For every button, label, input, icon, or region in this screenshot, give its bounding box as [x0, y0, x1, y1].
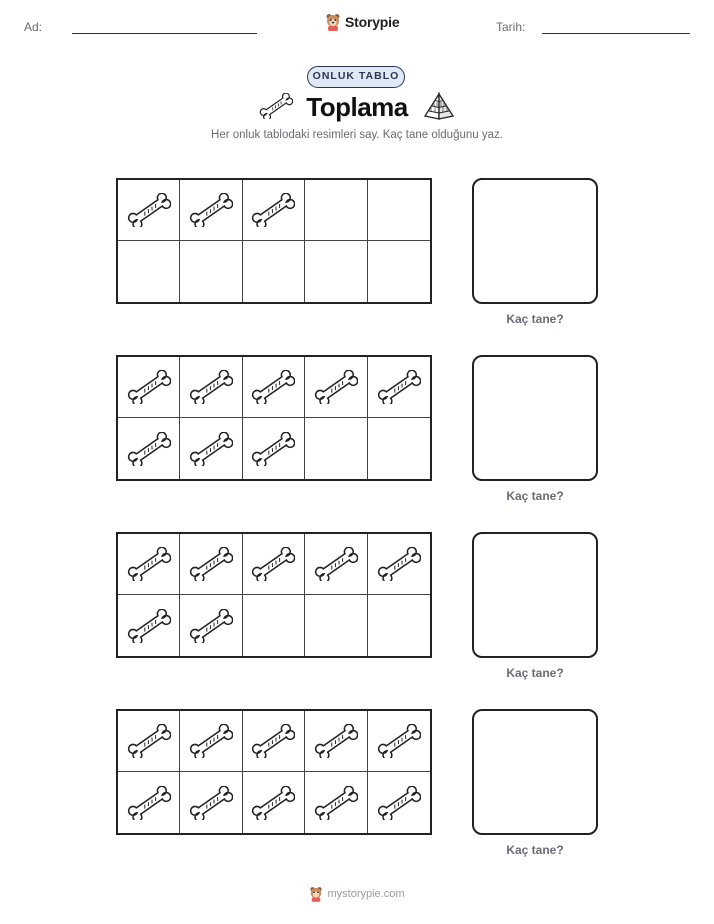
ten-frame [116, 178, 432, 304]
answer-box[interactable] [472, 355, 598, 481]
bone-icon [189, 547, 233, 581]
page-title: Toplama [306, 92, 408, 122]
ten-frame-cell [243, 418, 305, 479]
date-label: Tarih: [496, 20, 526, 34]
ten-frame-cell [368, 418, 430, 479]
ten-frame-cell [180, 180, 242, 241]
ten-frame-cell [305, 534, 367, 595]
ten-frame-cell [243, 711, 305, 772]
footer [0, 886, 714, 902]
footer-url[interactable]: mystorypie.com [327, 888, 405, 900]
ten-frame-cell [118, 595, 180, 656]
ten-frame-cell [243, 241, 305, 302]
bone-icon [377, 370, 421, 404]
bone-icon [127, 609, 171, 643]
bone-icon [127, 370, 171, 404]
ten-frame-cell [118, 711, 180, 772]
ten-frame-cell [180, 711, 242, 772]
ten-frame-cell [305, 241, 367, 302]
name-field-line[interactable] [72, 33, 257, 34]
bone-icon [314, 724, 358, 758]
pyramid-icon [423, 92, 455, 120]
ten-frame-cell [368, 534, 430, 595]
name-label: Ad: [24, 20, 43, 34]
bone-icon [314, 547, 358, 581]
answer-label: Kaç tane? [506, 666, 564, 680]
date-field-line[interactable] [542, 33, 690, 34]
ten-frame-cell [180, 534, 242, 595]
ten-frame-cell [243, 180, 305, 241]
bone-icon [127, 193, 171, 227]
ten-frame [116, 532, 432, 658]
ten-frame-cell [243, 772, 305, 833]
ten-frame-cell [305, 357, 367, 418]
bone-icon [189, 370, 233, 404]
answer-label: Kaç tane? [506, 312, 564, 326]
brand-name: Storypie [345, 14, 400, 30]
bone-icon [251, 370, 295, 404]
bone-icon [127, 724, 171, 758]
ten-frame-cell [180, 357, 242, 418]
answer-label: Kaç tane? [506, 489, 564, 503]
ten-frame-cell [118, 357, 180, 418]
ten-frame-cell [305, 595, 367, 656]
bone-icon [189, 609, 233, 643]
bone-icon [314, 786, 358, 820]
bone-icon [189, 724, 233, 758]
bone-icon [251, 193, 295, 227]
ten-frame-cell [118, 772, 180, 833]
brand-logo [325, 13, 399, 31]
bone-icon [314, 370, 358, 404]
ten-frame-cell [368, 357, 430, 418]
bone-icon [251, 432, 295, 466]
ten-frame-cell [118, 534, 180, 595]
ten-frame-cell [368, 241, 430, 302]
bone-icon [251, 724, 295, 758]
bone-icon [127, 432, 171, 466]
ten-frame-cell [180, 772, 242, 833]
bone-icon [377, 786, 421, 820]
ten-frame-cell [368, 180, 430, 241]
ten-frame [116, 709, 432, 835]
ten-frame [116, 355, 432, 481]
ten-frame-cell [180, 241, 242, 302]
ten-frame-cell [368, 711, 430, 772]
storypie-mascot-icon [309, 886, 323, 902]
instructions: Her onluk tablodaki resimleri say. Kaç tane olduğunu yaz. [211, 129, 503, 141]
ten-frame-cell [368, 595, 430, 656]
bone-icon [127, 547, 171, 581]
bone-icon [189, 432, 233, 466]
answer-box[interactable] [472, 709, 598, 835]
bone-icon [127, 786, 171, 820]
bone-icon [259, 93, 293, 119]
topic-badge: ONLUK TABLO [307, 66, 405, 88]
bone-icon [377, 724, 421, 758]
ten-frame-cell [305, 772, 367, 833]
ten-frame-cell [118, 241, 180, 302]
ten-frame-cell [118, 180, 180, 241]
ten-frame-cell [368, 772, 430, 833]
bone-icon [189, 193, 233, 227]
answer-box[interactable] [472, 178, 598, 304]
ten-frame-cell [180, 418, 242, 479]
storypie-mascot-icon [325, 13, 341, 31]
answer-box[interactable] [472, 532, 598, 658]
ten-frame-cell [305, 418, 367, 479]
ten-frame-cell [243, 534, 305, 595]
ten-frame-cell [118, 418, 180, 479]
ten-frame-cell [180, 595, 242, 656]
ten-frame-cell [243, 595, 305, 656]
bone-icon [377, 547, 421, 581]
answer-label: Kaç tane? [506, 843, 564, 857]
ten-frame-cell [305, 711, 367, 772]
bone-icon [251, 786, 295, 820]
ten-frame-cell [305, 180, 367, 241]
bone-icon [189, 786, 233, 820]
ten-frame-cell [243, 357, 305, 418]
bone-icon [251, 547, 295, 581]
